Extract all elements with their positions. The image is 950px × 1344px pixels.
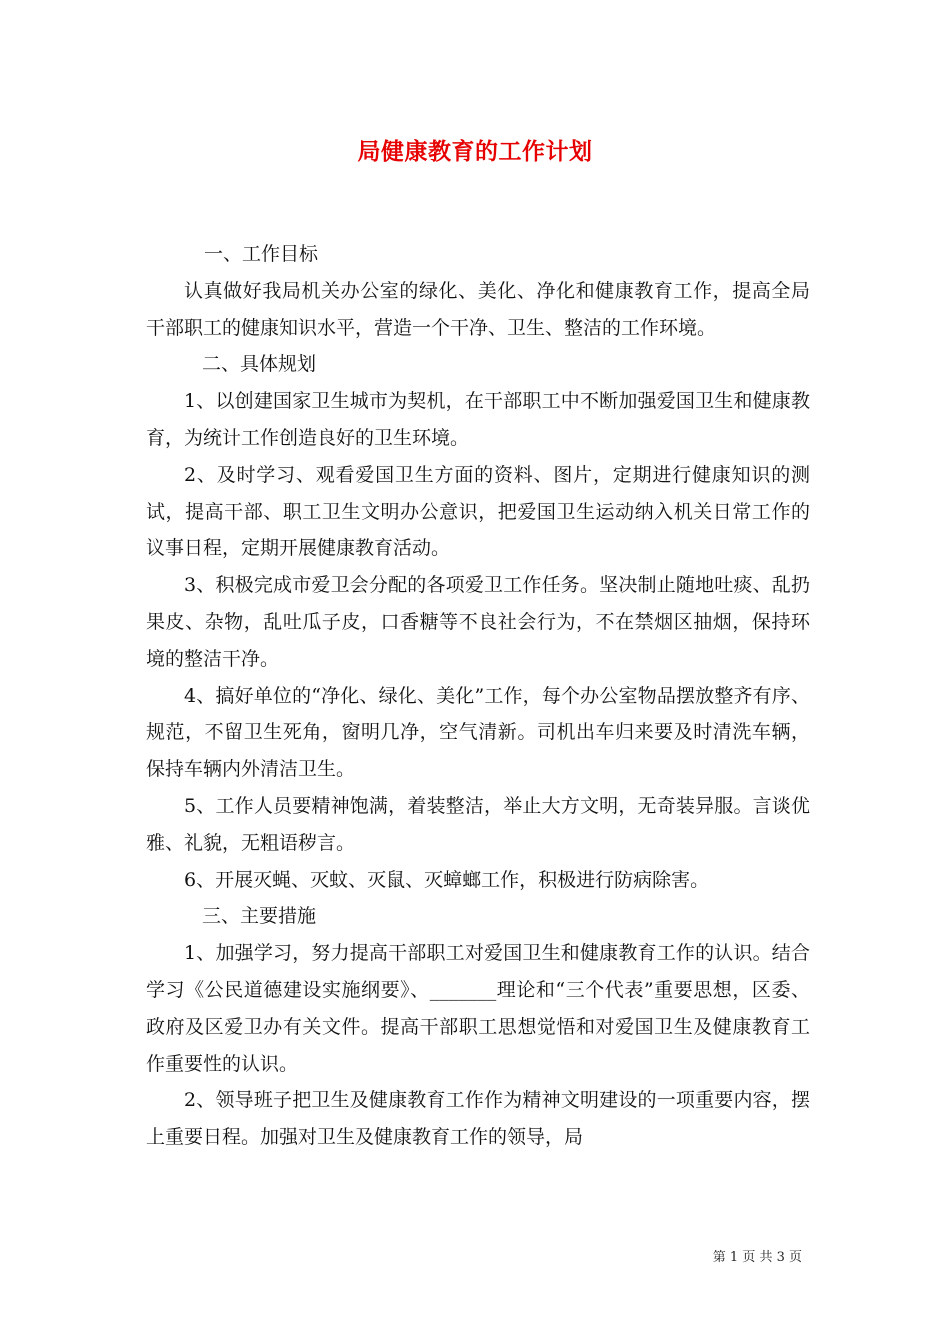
paragraph-plan-4: 4、搞好单位的“净化、绿化、美化”工作，每个办公室物品摆放整齐有序、规范，不留卫生死角，窗明几净，空气清新。司机出车归来要及时清洗车辆，保持车辆内外清洁卫生。 [146, 684, 810, 781]
paragraph-plan-5: 5、工作人员要精神饱满，着装整洁，举止大方文明，无奇装异服。言谈优雅、礼貌，无粗语秽言。 [146, 794, 810, 854]
paragraph-plan-1: 1、以创建国家卫生城市为契机，在干部职工中不断加强爱国卫生和健康教育，为统计工作创造良好的卫生环境。 [146, 390, 810, 449]
paragraph-plan-3: 3、积极完成市爱卫会分配的各项爱卫工作任务。坚决制止随地吐痰、乱扔果皮、杂物，乱吐瓜子皮，口香糖等不良社会行为，不在禁烟区抽烟，保持环境的整洁干净。 [146, 574, 810, 670]
paragraph-goals: 认真做好我局机关办公室的绿化、美化、净化和健康教育工作，提高全局干部职工的健康知识水平，营造一个干净、卫生、整洁的工作环境。 [146, 279, 810, 339]
section-heading-goals: 一、工作目标 [204, 243, 319, 265]
paragraph-plan-6: 6、开展灭蝇、灭蚊、灭鼠、灭蟑螂工作，积极进行防病除害。 [184, 868, 710, 891]
document-title: 局健康教育的工作计划 [357, 138, 593, 165]
paragraph-measures-2: 2、领导班子把卫生及健康教育工作作为精神文明建设的一项重要内容，摆上重要日程。加强对卫生及健康教育工作的领导，局 [146, 1089, 810, 1149]
section-heading-plan: 二、具体规划 [202, 353, 317, 376]
paragraph-plan-2: 2、及时学习、观看爱国卫生方面的资料、图片，定期进行健康知识的测试，提高干部、职工卫生文明办公意识，把爱国卫生运动纳入机关日常工作的议事日程，定期开展健康教育活动。 [146, 463, 810, 560]
paragraph-measures-1: 1、加强学习，努力提高干部职工对爱国卫生和健康教育工作的认识。结合学习《公民道德建设实施纲要》、_______理论和“三个代表”重要思想，区委、政府及区爱卫办有关文件。提高干部职工思想觉悟和对爱国卫生及健康教育工作重要性的认识。 [146, 942, 810, 1075]
section-heading-measures: 三、主要措施 [202, 905, 317, 928]
document-body [146, 236, 810, 1156]
page-footer: 第 1 页 共 3 页 [712, 1250, 802, 1265]
